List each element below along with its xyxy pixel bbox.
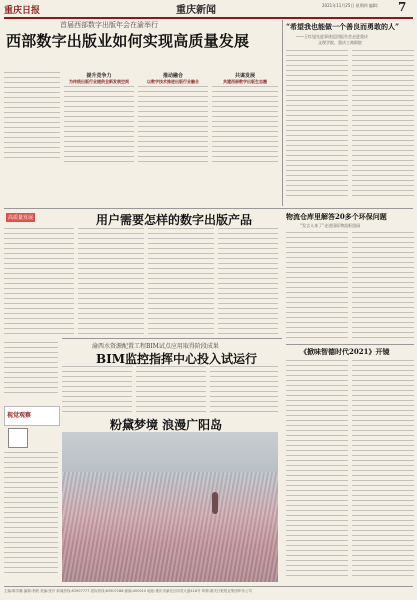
top-col2-title: 推动融合 (162, 73, 183, 79)
top-col2-sub: 以数字技术推进出版行业融合 (147, 79, 199, 84)
section-divider-3 (286, 344, 414, 345)
story-two-headline: 用户需要怎样的数字出版产品 (96, 213, 253, 227)
story-five-col1 (286, 360, 348, 582)
footer-info: 主编:陈学鹏 编辑:李跃 美编:张开 新闻热线:63907777 投诉热线:63907188 邮编:400010 地址:重庆市渝北区同茂大道416号 印刷:重庆日报报业集团印务公司 (4, 589, 252, 593)
top-col1-sub: 为传统出版行业提供全新发展空间 (69, 79, 129, 84)
section-divider-2 (62, 338, 282, 339)
grass-texture (62, 472, 278, 582)
top-col1-title: 提升竞争力 (86, 73, 112, 79)
story-two-col2 (78, 228, 144, 338)
top-col3-body (212, 86, 278, 168)
story-five-col2 (352, 360, 414, 582)
left-narrow-col-2 (4, 452, 58, 582)
section-divider-1 (4, 208, 413, 209)
column-divider (282, 20, 283, 206)
promo-label: 视觉观察 (7, 412, 32, 419)
left-narrow-col (4, 342, 58, 402)
story-four-kicker: 渝西水资源配置工程BIM试点应用取得阶段成果 (92, 343, 219, 350)
story-three-col1 (286, 232, 348, 342)
qr-code-icon (8, 428, 28, 448)
side-story-headline: “希望我也能做一个善良而勇敢的人” (286, 22, 400, 31)
section-tag: 高质量发展 (8, 215, 34, 221)
top-col3-sub: 共建西部数字出版生态圈 (223, 79, 267, 84)
top-col2-body (138, 86, 208, 168)
photo-story-headline: 粉黛梦境 浪漫广阳岛 (110, 418, 223, 432)
side-story-col1 (286, 50, 348, 200)
promo-box[interactable] (4, 406, 60, 426)
masthead-rule (4, 17, 413, 19)
story-three-sub: “发言人来了”走进国际物流枢纽园 (300, 223, 361, 228)
top-story-col-left (4, 72, 60, 166)
top-story-kicker: 首届西部数字出版年会在渝举行 (60, 21, 158, 29)
story-four-col2 (136, 366, 206, 414)
masthead-logo: 重庆日报 (4, 6, 41, 16)
top-col3-title: 共谋发展 (234, 73, 255, 79)
top-col1-body (64, 86, 134, 168)
story-three-headline: 物流仓库里解答20多个环保问题 (286, 212, 387, 221)
side-story-col2 (352, 50, 414, 200)
photo-pink-grass-field (62, 432, 278, 582)
side-story-sub2: 文理学院、重庆工商职院 (318, 40, 362, 45)
story-four-col1 (62, 366, 132, 414)
top-story-headline: 西部数字出版业如何实现高质量发展 (6, 32, 250, 50)
story-four-col3 (210, 366, 278, 414)
footer-rule (4, 586, 413, 587)
story-two-col3 (148, 228, 214, 338)
story-two-col4 (218, 228, 278, 338)
person-figure (212, 492, 218, 514)
side-story-sub1: ——王红旭先进事迹巡回报告会走进重庆 (296, 34, 368, 39)
story-four-headline: BIM监控指挥中心投入试运行 (96, 352, 258, 366)
section-title: 重庆新闻 (176, 5, 216, 16)
page-number: 7 (398, 0, 407, 14)
story-three-col2 (352, 232, 414, 342)
story-five-headline: 《掀味智德时代2021》开镜 (300, 347, 390, 356)
dateline: 2021年11月25日 星期四 编辑: (322, 3, 379, 8)
story-two-col1 (4, 228, 74, 338)
